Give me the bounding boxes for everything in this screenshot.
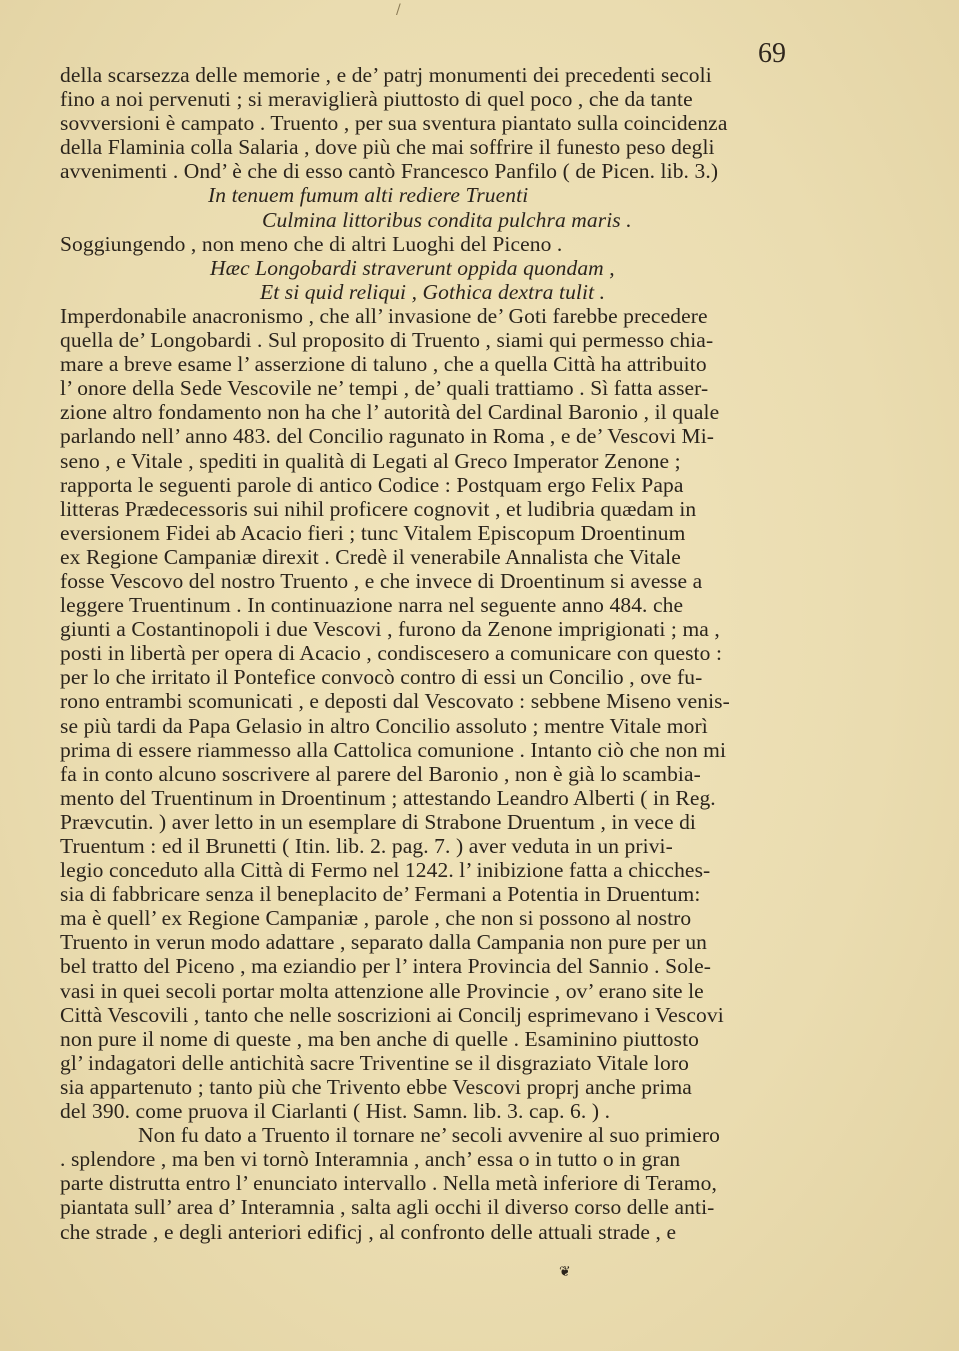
text-line: prima di essere riammesso alla Cattolica comunione . Intanto ciò che non mi bbox=[60, 737, 727, 762]
text-line: eversionem Fidei ab Acacio fieri ; tunc Vitalem Episcopum Droentinum bbox=[60, 520, 686, 545]
text-line: del 390. come pruova il Ciarlanti ( Hist. Samn. lib. 3. cap. 6. ) . bbox=[60, 1099, 611, 1124]
text-line: per lo che irritato il Pontefice convocò contro di essi un Concilio , ove fu- bbox=[60, 665, 703, 690]
text-line: della Flaminia colla Salaria , dove più che mai soffrire il funesto peso degli bbox=[60, 135, 715, 160]
text-line: posti in libertà per opera di Acacio , condiscesero a comunicare con questo : bbox=[60, 641, 723, 666]
text-line: giunti a Costantinopoli i due Vescovi , furono da Zenone imprigionati ; ma , bbox=[60, 617, 720, 642]
text-line: se più tardi da Papa Gelasio in altro Concilio assoluto ; mentre Vitale morì bbox=[60, 713, 708, 738]
text-line: piantata sull’ area d’ Interamnia , salta agli occhi il diverso corso delle anti- bbox=[60, 1195, 715, 1220]
text-line: zione altro fondamento non ha che l’ autorità del Cardinal Baronio , il quale bbox=[60, 400, 720, 425]
text-line: parte distrutta entro l’ enunciato intervallo . Nella metà inferiore di Teramo, bbox=[60, 1171, 717, 1196]
text-line: avvenimenti . Ond’ è che di esso cantò Francesco Panfilo ( de Picen. lib. 3.) bbox=[60, 159, 719, 184]
text-line: Prævcutin. ) aver letto in un esemplare di Strabone Druentum , in vece di bbox=[60, 809, 697, 834]
text-line: ma è quell’ ex Regione Campaniæ , parole , che non si possono al nostro bbox=[60, 906, 692, 931]
body-text bbox=[60, 63, 862, 1244]
text-line: sia appartenuto ; tanto più che Trivento ebbe Vescovi proprj anche prima bbox=[60, 1074, 692, 1099]
text-line: sovversioni è campato . Truento , per sua sventura piantato sulla coincidenza bbox=[60, 111, 728, 136]
text-line: non pure il nome di queste , ma ben anche di quelle . Esaminino piuttosto bbox=[60, 1026, 700, 1051]
verse-line: Hæc Longobardi straverunt oppida quondam , bbox=[210, 255, 615, 280]
text-line: quella de’ Longobardi . Sul proposito di Truento , siami qui permesso chia- bbox=[60, 328, 714, 353]
text-line: Città Vescovili , tanto che nelle soscrizioni ai Concilj esprimevano i Vescovi bbox=[60, 1002, 724, 1027]
text-line: leggere Truentinum . In continuazione narra nel seguente anno 484. che bbox=[60, 593, 684, 618]
text-line: Truento in verun modo adattare , separato dalla Campania non pure per un bbox=[60, 930, 708, 955]
text-line: Truentum : ed il Brunetti ( Itin. lib. 2. pag. 7. ) aver veduta in un privi- bbox=[60, 834, 673, 858]
text-line: sia di fabbricare senza il beneplacito de’ Fermani a Potentia in Druentum: bbox=[60, 882, 701, 907]
text-line: rapporta le seguenti parole di antico Codice : Postquam ergo Felix Papa bbox=[60, 472, 684, 497]
text-line: . splendore , ma ben vi tornò Interamnia , anch’ essa o in tutto o in gran bbox=[60, 1147, 681, 1172]
page-number: 69 bbox=[758, 38, 786, 69]
text-line: parlando nell’ anno 483. del Concilio ragunato in Roma , e de’ Vescovi Mi- bbox=[60, 424, 715, 449]
text-line: fa in conto alcuno soscrivere al parere del Baronio , non è già lo scambia- bbox=[60, 761, 701, 786]
text-line: della scarsezza delle memorie , e de’ patrj monumenti dei precedenti secoli bbox=[60, 63, 712, 87]
text-line: rono entrambi scomunicati , e deposti dal Vescovato : sebbene Miseno venis- bbox=[60, 689, 730, 714]
text-line: fino a noi pervenuti ; si meraviglierà piuttosto di quel poco , che da tante bbox=[60, 87, 693, 112]
text-line: mare a breve esame l’ asserzione di taluno , che a quella Città ha attribuito bbox=[60, 352, 707, 377]
corner-mark: / bbox=[396, 2, 401, 18]
text-line: gl’ indagatori delle antichità sacre Triventine se il disgraziato Vitale loro bbox=[60, 1050, 689, 1075]
text-line: vasi in quei secoli portar molta attenzione alle Provincie , ov’ erano site le bbox=[60, 978, 704, 1003]
text-line: litteras Prædecessoris sui nihil proficere cognovit , et ludibria quædam in bbox=[60, 496, 697, 521]
verse-line: In tenuem fumum alti rediere Truenti bbox=[208, 183, 529, 208]
text-line: bel tratto del Piceno , ma eziandio per l’ intera Provincia del Sannio . Sole- bbox=[60, 954, 712, 979]
text-line: mento del Truentinum in Droentinum ; attestando Leandro Alberti ( in Reg. bbox=[60, 785, 716, 810]
text-line: Non fu dato a Truento il tornare ne’ secoli avvenire al suo primiero bbox=[138, 1123, 720, 1148]
verse-line: Et si quid reliqui , Gothica dextra tulit . bbox=[260, 279, 606, 304]
text-line: legio conceduto alla Città di Fermo nel 1242. l’ inibizione fatta a chicches- bbox=[60, 858, 711, 883]
ornament-icon: ❦ bbox=[559, 1264, 571, 1280]
verse-line: Culmina littoribus condita pulchra maris . bbox=[262, 207, 632, 232]
text-line: che strade , e degli anteriori edificj , al confronto delle attuali strade , e bbox=[60, 1219, 677, 1244]
text-line: ex Regione Campaniæ direxit . Credè il venerabile Annalista che Vitale bbox=[60, 544, 681, 569]
text-line: Imperdonabile anacronismo , che all’ invasione de’ Goti farebbe precedere bbox=[60, 303, 708, 328]
text-line: seno , e Vitale , spediti in qualità di Legati al Greco Imperator Zenone ; bbox=[60, 448, 681, 473]
text-line: l’ onore della Sede Vescovile ne’ tempi , de’ quali trattiamo . Sì fatta asser- bbox=[60, 376, 709, 401]
text-line: fosse Vescovo del nostro Truento , e che invece di Droentinum si avesse a bbox=[60, 568, 703, 593]
text-line: Soggiungendo , non meno che di altri Luoghi del Piceno . bbox=[60, 231, 563, 256]
